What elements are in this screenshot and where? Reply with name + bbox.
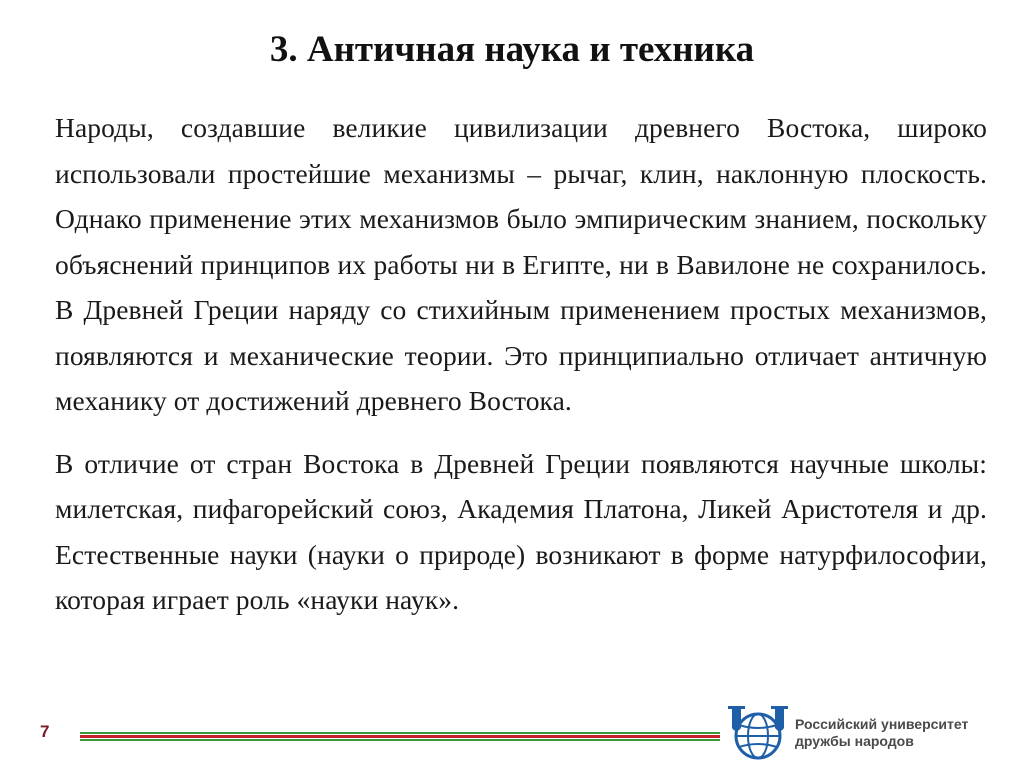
slide-footer bbox=[0, 700, 1024, 767]
page-number: 7 bbox=[40, 722, 50, 741]
slide-title: 3. Античная наука и техника bbox=[269, 29, 755, 70]
red-stripe bbox=[80, 735, 720, 738]
green-stripe-bottom bbox=[80, 739, 720, 741]
paragraph-1: Народы, создавшие великие цивилизации древнего Востока, широко использовали простейшие механизмы – рычаг, клин, наклонную плоскость. Однако применение этих механизмов было эмпирическим знанием, поскольку объяснений принципов их работы ни в Египте, ни в Вавилоне не сохранилось. В Древней Греции наряду со стихийным применением простых механизмов, появляются и механические теории. Это принципиально отличает античную механику от достижений древнего Востока. bbox=[55, 112, 987, 416]
paragraph-2: В отличие от стран Востока в Древней Греции появляются научные школы: милетская, пифагорейский союз, Академия Платона, Ликей Аристотеля и др. Естественные науки (науки о природе) возникают в форме натурфилософии, которая играет роль «науки наук». bbox=[55, 447, 987, 615]
university-name-line-1: Российский университет bbox=[795, 716, 969, 732]
footer-stripes bbox=[80, 732, 720, 742]
slide-body bbox=[55, 105, 987, 623]
green-stripe-top bbox=[80, 732, 720, 734]
rudn-globe-logo-icon bbox=[728, 702, 788, 764]
university-name-line-2: дружбы народов bbox=[795, 733, 914, 749]
university-name bbox=[795, 716, 968, 750]
